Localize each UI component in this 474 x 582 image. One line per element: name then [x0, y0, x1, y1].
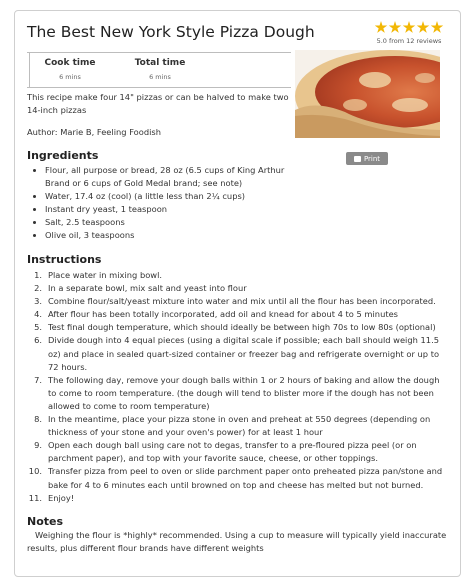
- rating-summary: 5.0 from 12 reviews: [376, 37, 442, 45]
- notes-heading: Notes: [27, 515, 64, 528]
- recipe-title: The Best New York Style Pizza Dough: [27, 23, 315, 41]
- step-text: Combine flour/salt/yeast mixture into water and mix until all the flour has been incorporated.: [48, 296, 436, 307]
- list-item: [27, 413, 445, 439]
- list-item: [27, 374, 445, 413]
- printer-icon: [354, 156, 361, 162]
- list-item: [27, 295, 445, 308]
- step-number: 6.: [34, 335, 42, 346]
- ingredients-heading: Ingredients: [27, 149, 99, 162]
- step-number: 4.: [34, 309, 42, 320]
- cook-time-value: 6 mins: [59, 73, 81, 81]
- pizza-photo: [295, 50, 440, 138]
- list-item: [27, 465, 445, 491]
- list-item: Salt, 2.5 teaspoons: [27, 216, 297, 229]
- notes-text: Weighing the flour is *highly* recommended. Using a cup to measure will typically yield inaccurate results, plus different flour brands have different weights: [27, 530, 447, 553]
- step-number: 7.: [34, 374, 42, 385]
- list-item: [27, 282, 445, 295]
- list-item: Water, 17.4 oz (cool) (a little less than 2¼ cups): [27, 190, 297, 203]
- step-text: After flour has been totally incorporated, add oil and knead for about 4 to 5 minutes: [48, 309, 399, 320]
- step-number: 8.: [34, 414, 42, 425]
- star-icon[interactable]: [375, 21, 388, 34]
- total-time: [125, 53, 195, 87]
- recipe-card: [14, 10, 461, 577]
- list-item: [27, 439, 445, 465]
- step-text: Place water in mixing bowl.: [48, 270, 163, 280]
- recipe-description: This recipe make four 14" pizzas or can be halved to make two 14-inch pizzas: [27, 92, 289, 115]
- list-item: [27, 492, 445, 505]
- step-text: Test final dough temperature, which should ideally be between high 70s to low 80s (optional): [48, 322, 436, 333]
- cook-time-label: Cook time: [44, 58, 96, 68]
- step-text: Enjoy!: [48, 492, 75, 503]
- ingredients-list: [27, 164, 297, 242]
- step-number: 1.: [34, 270, 42, 280]
- list-item: Olive oil, 3 teaspoons: [27, 229, 297, 242]
- instructions-heading: Instructions: [27, 253, 102, 266]
- rating[interactable]: [374, 21, 444, 45]
- time-info: [27, 52, 291, 88]
- star-rating[interactable]: [374, 21, 444, 34]
- step-text: In the meantime, place your pizza stone in oven and preheat at 550 degrees (depending on thickness of your stone and your oven's power) for at least 1 hour: [48, 414, 431, 438]
- star-icon[interactable]: [389, 21, 402, 34]
- list-item: [27, 308, 445, 321]
- list-item: [27, 269, 445, 282]
- step-number: 10.: [28, 466, 42, 477]
- instructions-list: [27, 269, 445, 505]
- list-item: Flour, all purpose or bread, 28 oz (6.5 cups of King Arthur Brand or 6 cups of Gold Medal brand; see note): [27, 164, 297, 190]
- step-number: 11.: [28, 492, 42, 503]
- star-icon[interactable]: [431, 21, 444, 34]
- total-time-value: 6 mins: [149, 73, 171, 81]
- step-number: 9.: [34, 440, 42, 451]
- list-item: [27, 321, 445, 334]
- recipe-author: Author: Marie B, Feeling Foodish: [27, 127, 161, 137]
- step-text: Open each dough ball using care not to degas, transfer to a pre-floured pizza peel (or on parchment paper), and top with your favorite sauce, cheese, or other toppings.: [48, 440, 417, 464]
- list-item: [27, 334, 445, 373]
- step-number: 3.: [34, 296, 42, 307]
- total-time-label: Total time: [134, 58, 186, 68]
- print-button[interactable]: [346, 152, 388, 165]
- step-number: 5.: [34, 322, 42, 333]
- step-number: 2.: [34, 283, 42, 294]
- cook-time: [29, 53, 110, 87]
- step-text: Divide dough into 4 equal pieces (using a digital scale if possible; each ball should weigh 11.5 oz) and place in sealed quart-sized container or freezer bag and refrigerate overnight or up to 72 hours.: [48, 335, 440, 372]
- star-icon[interactable]: [403, 21, 416, 34]
- list-item: Instant dry yeast, 1 teaspoon: [27, 203, 297, 216]
- step-text: The following day, remove your dough balls within 1 or 2 hours of baking and allow the dough to come to room temperature. (the dough will tend to blister more if the dough has not been allowed to come to room temperature): [48, 374, 440, 411]
- step-text: In a separate bowl, mix salt and yeast into flour: [48, 283, 247, 294]
- print-label: Print: [363, 154, 381, 163]
- star-icon[interactable]: [417, 21, 430, 34]
- step-text: Transfer pizza from peel to oven or slide parchment paper onto preheated pizza pan/stone and bake for 4 to 6 minutes each until browned on top and cheese has melted but not burned.: [48, 466, 443, 490]
